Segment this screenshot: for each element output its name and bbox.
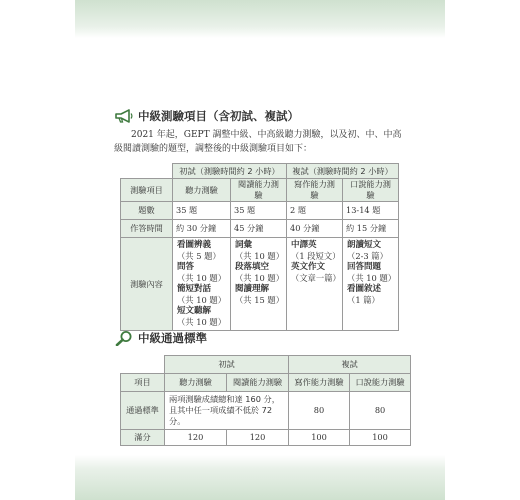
top-decorative-band: [75, 0, 445, 38]
count-reading: 35 題: [231, 202, 287, 220]
row-label-pass: 通過標準: [121, 392, 165, 430]
row-label-time: 作答時間: [121, 220, 173, 238]
time-writing: 40 分鐘: [287, 220, 343, 238]
header-reading: 閱讀能力測驗: [231, 179, 287, 202]
content-item-count: （文章一篇）: [291, 273, 341, 283]
row-label-count: 題數: [121, 202, 173, 220]
content-item-name: 回答問題: [347, 262, 382, 272]
content-item-count: （共 10 題）: [347, 273, 397, 283]
content-item-name: 短文聽解: [177, 306, 212, 316]
time-speaking: 約 15 分鐘: [343, 220, 399, 238]
count-speaking: 13-14 題: [343, 202, 399, 220]
header-item: 項目: [121, 374, 165, 392]
header-listening: 聽力測驗: [173, 179, 231, 202]
full-writing: 100: [289, 430, 350, 446]
content-item-name: 朗讀短文: [347, 240, 382, 250]
header-writing: 寫作能力測驗: [289, 374, 350, 392]
magnifier-icon: [114, 330, 134, 346]
content-item-count: （2-3 篇）: [347, 251, 388, 261]
group-header-second: 複試: [289, 356, 411, 374]
header-listening: 聽力測驗: [165, 374, 227, 392]
pass-standard-table: [120, 355, 411, 446]
group-header-initial: 初試: [165, 356, 289, 374]
header-writing: 寫作能力測驗: [287, 179, 343, 202]
pass-speaking: 80: [350, 392, 411, 430]
pass-writing: 80: [289, 392, 350, 430]
row-label-full: 滿分: [121, 430, 165, 446]
content-item-count: （共 15 題）: [235, 295, 285, 305]
time-reading: 45 分鐘: [231, 220, 287, 238]
content-item-count: （共 10 題）: [177, 317, 227, 327]
content-speaking: [343, 238, 399, 331]
content-item-count: （1 段短文）: [291, 251, 341, 261]
content-item-name: 看圖敘述: [347, 284, 382, 294]
content-item-name: 段落填空: [235, 262, 270, 272]
megaphone-icon: [114, 108, 134, 124]
section-title: 中級測驗項目（含初試、複試）: [138, 109, 299, 123]
content-item-name: 英文作文: [291, 262, 326, 272]
content-item-name: 簡短對話: [177, 284, 212, 294]
full-listening: 120: [165, 430, 227, 446]
content-item-count: （共 10 題）: [177, 273, 227, 283]
time-listening: 約 30 分鐘: [173, 220, 231, 238]
section-heading-pass-standard: [114, 330, 207, 346]
content-item-count: （共 10 題）: [235, 273, 285, 283]
content-item-count: （共 5 題）: [177, 251, 221, 261]
content-item-count: （共 10 題）: [235, 251, 285, 261]
header-speaking: 口說能力測驗: [350, 374, 411, 392]
section-title: 中級通過標準: [138, 331, 207, 345]
content-reading: [231, 238, 287, 331]
content-item-count: （共 10 題）: [177, 295, 227, 305]
pass-initial-text: 兩項測驗成績總和達 160 分，且其中任一項成績不低於 72 分。: [165, 392, 289, 430]
header-test-item: 測驗項目: [121, 179, 173, 202]
header-reading: 閱讀能力測驗: [227, 374, 289, 392]
content-item-name: 詞彙: [235, 240, 253, 250]
row-label-content: 測驗內容: [121, 238, 173, 331]
bottom-decorative-band: [75, 455, 445, 500]
full-speaking: 100: [350, 430, 411, 446]
content-item-name: 閱讀理解: [235, 284, 270, 294]
group-header-initial: 初試（測驗時間約 2 小時）: [173, 164, 287, 179]
header-speaking: 口說能力測驗: [343, 179, 399, 202]
content-writing: [287, 238, 343, 331]
content-item-name: 問答: [177, 262, 195, 272]
intro-paragraph: 2021 年起，GEPT 調整中級、中高級聽力測驗，以及初、中、中高級閱讀測驗的題型，調整後的中級測驗項目如下：: [114, 130, 402, 154]
test-items-table: [120, 163, 399, 331]
count-writing: 2 題: [287, 202, 343, 220]
content-item-name: 中譯英: [291, 240, 317, 250]
count-listening: 35 題: [173, 202, 231, 220]
full-reading: 120: [227, 430, 289, 446]
group-header-second: 複試（測驗時間約 2 小時）: [287, 164, 399, 179]
section-heading-test-items: [114, 108, 299, 124]
content-item-name: 看圖辨義: [177, 240, 212, 250]
content-listening: [173, 238, 231, 331]
content-item-count: （1 篇）: [347, 295, 380, 305]
